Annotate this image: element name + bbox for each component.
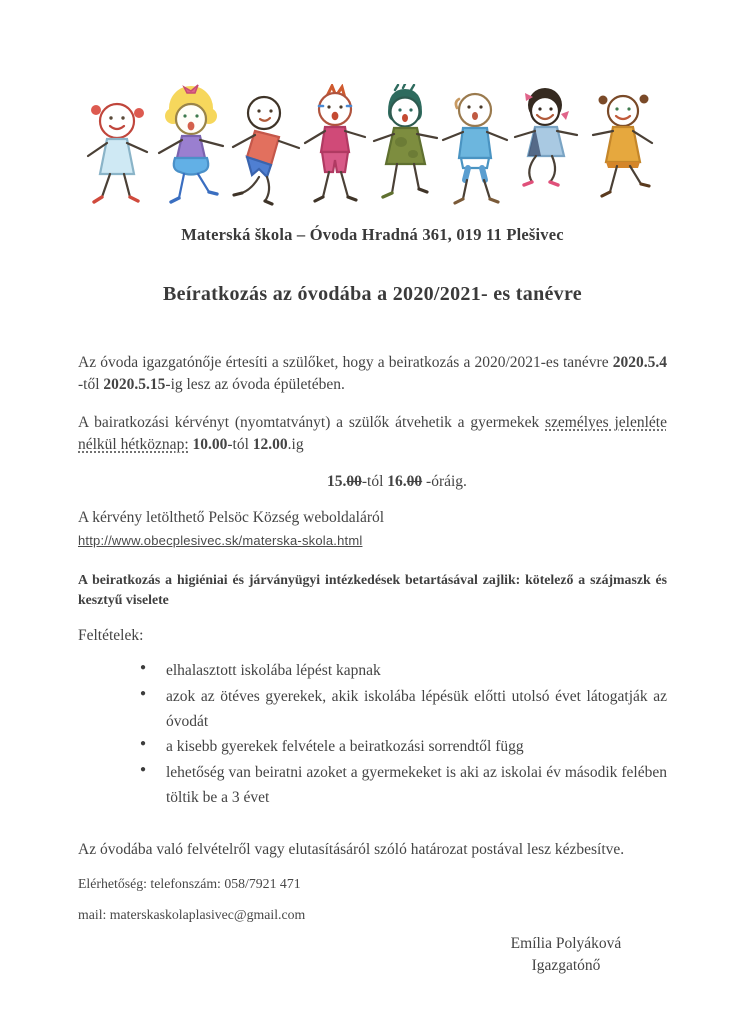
- child-figure-3: [233, 97, 299, 204]
- list-item: ● a kisebb gyerekek felvétele a beiratkozási sorrendtől függ: [140, 735, 667, 760]
- date-start: 2020.5.4: [612, 354, 667, 371]
- child-figure-7: [515, 88, 577, 185]
- child-figure-5: [374, 84, 437, 197]
- para1-text: Az óvoda igazgatónője értesíti a szülőket, hogy a beiratkozás a 2020/2021-es tanévre: [78, 354, 613, 371]
- conditions-label: Feltételek:: [78, 627, 144, 644]
- children-holding-hands-drawing: [83, 84, 663, 212]
- child-figure-8: [593, 95, 652, 197]
- website-link[interactable]: http://www.obecplesivec.sk/materska-skola.html: [78, 533, 363, 548]
- struck-minutes-1: 00: [346, 473, 362, 490]
- conditions-list: [78, 659, 667, 811]
- underlined-phrase: személyes jelenléte nélkül hétköznap:: [78, 413, 667, 453]
- children-illustration: [78, 84, 667, 217]
- struck-minutes-2: 00: [406, 473, 423, 490]
- list-item: ● azok az ötéves gyerekek, akik iskolába lépésük előtti utolsó évet látogatják az óvodát: [140, 685, 667, 735]
- document-title: Beíratkozás az óvodába a 2020/2021- es tanévre: [163, 283, 582, 305]
- date-end: 2020.5.15: [103, 376, 166, 393]
- list-item: ● lehetőség van beiratni azoket a gyermekeket is aki az iskolai év második felében töltik be a 3 évet: [140, 761, 667, 811]
- hygiene-measures-note: A beiratkozás a higiéniai és járványügyi intézkedések betartásával zajlik: kötelező a szájmaszk és kesztyű viselete: [78, 572, 667, 607]
- contact-mail-line: mail: materskaskolaplasivec@gmail.com: [78, 907, 306, 923]
- child-figure-2: [159, 85, 223, 202]
- child-figure-4: [305, 86, 365, 201]
- time-line-afternoon: 15.00-tól 16.00 -óráig.: [327, 473, 467, 490]
- paragraph-form-pickup: A bairatkozási kérvényt (nyomtatványt) a szülők átvehetik a gyermekek személyes jelenléte nélkül hétköznap: 10.00-tól 12.00.ig: [78, 413, 667, 453]
- school-name-line: Materská škola – Óvoda Hradná 361, 019 11 Plešivec: [181, 225, 564, 244]
- signature-role: Igazgatónő: [531, 956, 601, 974]
- signature-block: [436, 933, 696, 976]
- child-figure-1: [88, 104, 147, 203]
- paragraph-enrollment-dates: Az óvoda igazgatónője értesíti a szülőket, hogy a beiratkozás a 2020/2021-es tanévre 2020.5.4 -től 2020.5.15-ig lesz az óvoda épületében.: [78, 354, 667, 393]
- time-from-1: 10.00: [192, 435, 228, 453]
- child-figure-6: [443, 94, 507, 203]
- time-to-1: 12.00: [252, 435, 288, 453]
- contact-phone-line: Elérhetőség: telefonszám: 058/7921 471: [78, 876, 301, 892]
- list-item: ● elhalasztott iskolába lépést kapnak: [140, 659, 667, 684]
- paragraph-decision-delivery: Az óvodába való felvételről vagy elutasításáról szóló határozat postával lesz kézbesítve.: [78, 840, 625, 858]
- signature-name: Emília Polyáková: [510, 935, 622, 953]
- download-info-line: A kérvény letölthető Pelsöc Község weboldaláról: [78, 509, 385, 526]
